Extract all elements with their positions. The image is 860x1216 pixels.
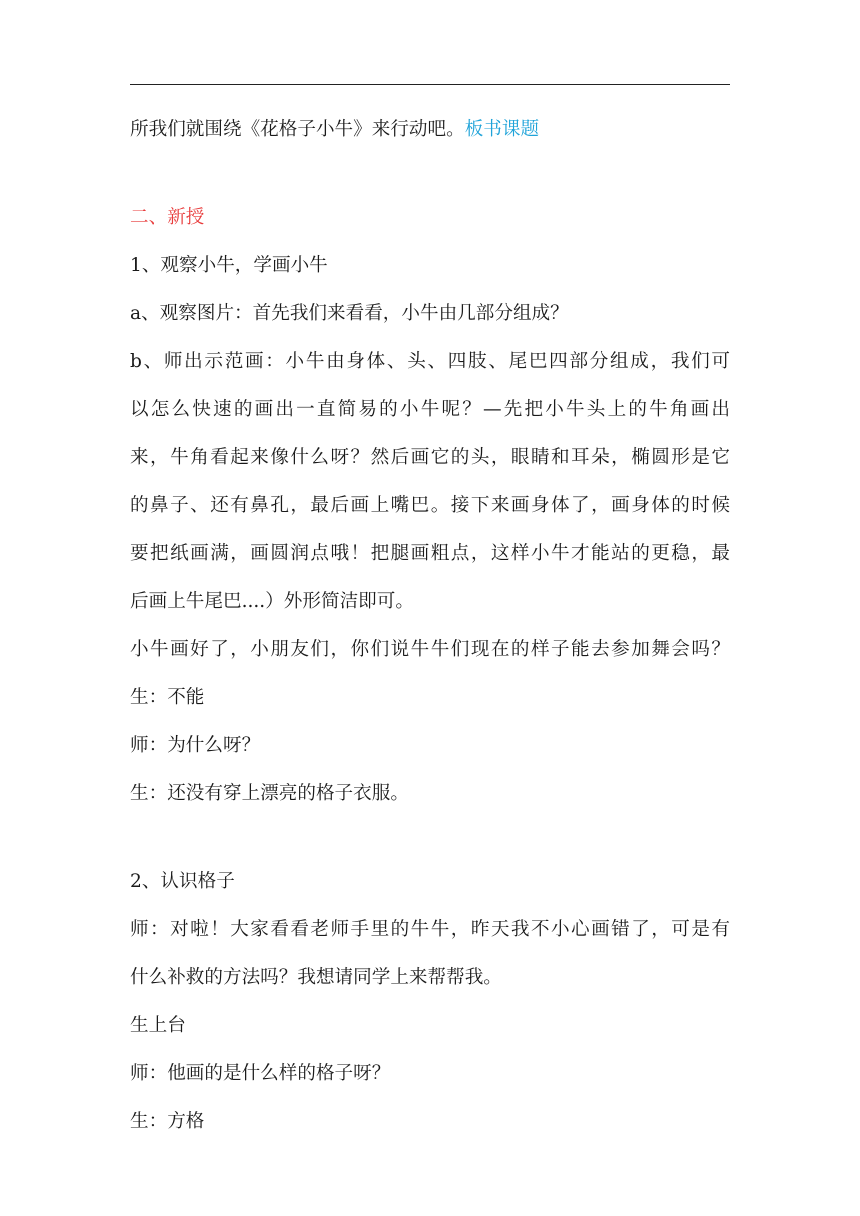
paragraph-line: 什么补救的方法吗？我想请同学上来帮帮我。 [130, 967, 502, 988]
paragraph-line: 师：对啦！大家看看老师手里的牛牛，昨天我不小心画错了，可是有 [130, 919, 730, 940]
dialogue-line: 生上台 [130, 1015, 186, 1036]
section-heading: 二、新授 [130, 207, 205, 228]
intro-note: 板书课题 [464, 119, 540, 140]
paragraph-line: 的鼻子、还有鼻孔，最后画上嘴巴。接下来画身体了，画身体的时候 [130, 495, 730, 516]
dialogue-line: 师：为什么呀？ [130, 735, 261, 756]
dialogue-line: 生：还没有穿上漂亮的格子衣服。 [130, 783, 409, 804]
step1-title: 1、观察小牛，学画小牛 [130, 255, 328, 276]
dialogue-line: 生：不能 [130, 687, 205, 708]
paragraph-line: 后画上牛尾巴....）外形简洁即可。 [130, 591, 414, 612]
dialogue-line: 生：方格 [130, 1111, 205, 1132]
paragraph-line: 来，牛角看起来像什么呀？然后画它的头，眼睛和耳朵，椭圆形是它 [130, 447, 730, 468]
dialogue-line: 师：他画的是什么样的格子呀？ [130, 1063, 391, 1084]
step1-b-paragraph [130, 344, 730, 619]
step2-title: 2、认识格子 [130, 871, 235, 892]
step1-a: a、观察图片：首先我们来看看，小牛由几部分组成？ [130, 303, 569, 324]
paragraph-line: 以怎么快速的画出一直简易的小牛呢？—先把小牛头上的牛角画出 [130, 399, 730, 420]
paragraph-line: 要把纸画满，画圆润点哦！把腿画粗点，这样小牛才能站的更稳，最 [130, 543, 730, 564]
paragraph-line: b、师出示范画：小牛由身体、头、四肢、尾巴四部分组成，我们可 [130, 351, 730, 372]
intro-line [130, 112, 730, 147]
header-rule [130, 84, 730, 85]
intro-text: 所我们就围绕《花格子小牛》来行动吧。 [130, 119, 465, 140]
dialogue-line: 小牛画好了，小朋友们，你们说牛牛们现在的样子能去参加舞会吗？ [130, 639, 730, 660]
document-body [130, 112, 730, 1139]
